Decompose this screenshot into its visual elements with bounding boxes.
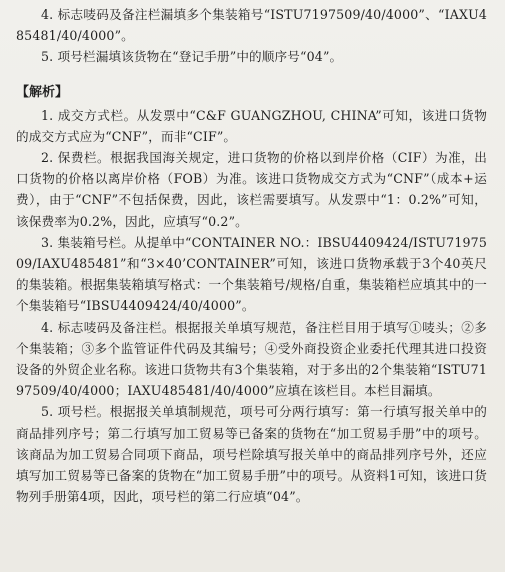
- analysis-paragraph-transaction-method: 1. 成交方式栏。从发票中“C&F GUANGZHOU, CHINA”可知，该进口货物的成交方式应为“CNF”，而非“CIF”。: [16, 107, 487, 144]
- item-4-marks-and-remarks: 4. 标志唛码及备注栏漏填多个集装箱号“ISTU7197509/40/4000”、“IAXU485481/40/4000”。: [16, 7, 487, 44]
- analysis-paragraph-marks-remarks: 4. 标志唛码及备注栏。根据报关单填写规范，备注栏目用于填写①唛头；②多个集装箱；③多个监管证件代码及其编号；④受外商投资企业委托代理其进口投资设备的外贸企业名称。该进口货物共有3个集装箱，对于多出的2个集装箱“ISTU7197509/40/4000；IAXU485481/40/4000”应填在该栏目。本栏目漏填。: [16, 319, 487, 399]
- analysis-paragraph-item-number: 5. 项号栏。根据报关单填制规范，项号可分两行填写：第一行填写报关单中的商品排列序号；第二行填写加工贸易等已备案的货物在“加工贸易手册”中的项号。该商品为加工贸易合同项下商品，项号栏除填写报关单中的商品排列序号外，还应填写加工贸易等已备案的货物在“加工贸易手册”中的项号。从资料1可知，该进口货物列手册第4项，因此，项号栏的第二行应填“04”。: [16, 404, 487, 505]
- item-5-item-number: 5. 项号栏漏填该货物在“登记手册”中的顺序号“04”。: [41, 49, 343, 65]
- analysis-paragraph-insurance: 2. 保费栏。根据我国海关规定，进口货物的价格以到岸价格（CIF）为准，出口货物的价格以离岸价格（FOB）为准。该进口货物成交方式为“CNF”（成本+运费），由于“CNF”不包括保费，因此，该栏需要填写。从发票中“1：0.2%”可知，该保费率为0.2%，因此，应填写“0.2”。: [16, 150, 487, 229]
- analysis-heading: 【解析】: [16, 84, 69, 100]
- analysis-paragraph-container-number: 3. 集装箱号栏。从提单中“CONTAINER NO.：IBSU4409424/ISTU7197509/IAXU485481”和“3×40’CONTAINER”可知，该进口货物承载于3个40英尺的集装箱。根据集装箱填写格式：一个集装箱号/规格/自重，集装箱栏应填其中的一个集装箱号“IBSU4409424/40/4000”。: [16, 234, 487, 314]
